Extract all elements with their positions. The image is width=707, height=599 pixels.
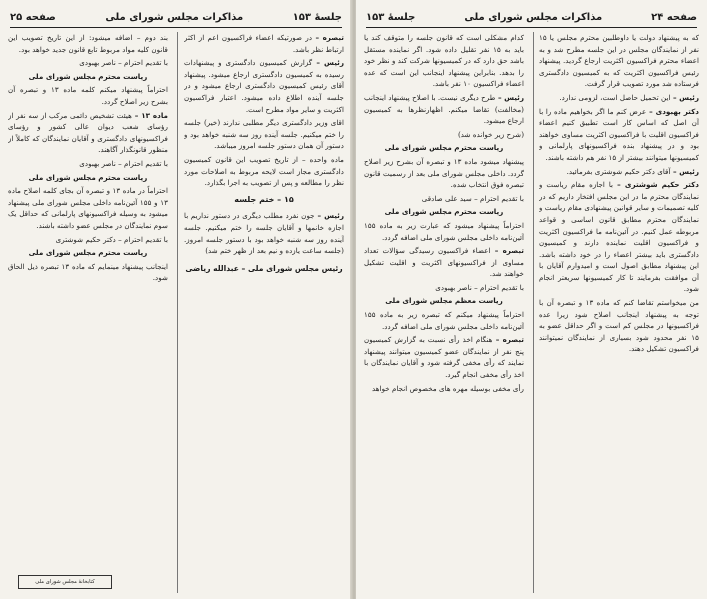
speaker-name: رئیس – (670, 92, 699, 102)
paragraph-text: با تقدیم احترام – دکتر حکیم شوشتری (55, 234, 168, 244)
paragraph (8, 110, 168, 156)
paragraph (8, 32, 168, 55)
paragraph-text: با تقدیم احترام – سید علی صادقی (421, 193, 524, 203)
paragraph (8, 185, 168, 231)
speaker-name: ماده ۱۳ – (131, 110, 168, 120)
paragraph (184, 57, 344, 115)
speaker-name: ریاست محترم مجلس شورای ملی (384, 207, 504, 217)
speaker-signature: رئیس مجلس شورای ملی – عبدالله ریاضی (185, 263, 343, 273)
right-page-left-column (364, 32, 524, 593)
paragraph (364, 32, 524, 90)
paragraph-text: احتراماً پیشنهاد میشود که عبارت زیر به ماده ۱۵۵ آئین‌نامه داخلی مجلس شورای ملی اضافه گردد. (364, 220, 524, 242)
right-session-label: جلسهٔ ۱۵۳ (366, 11, 416, 23)
right-page-right-column (539, 32, 699, 593)
speaker-name: رئیس – (312, 58, 344, 68)
paragraph (364, 282, 524, 294)
paragraph-text: رأی مخفی بوسیله مهره های مخصوص انجام خواهد (372, 383, 524, 393)
paragraph-text: با تقدیم احترام – ناصر بهبودی (435, 282, 524, 292)
paragraph (8, 247, 168, 259)
column-rule (533, 32, 534, 593)
paragraph (364, 334, 524, 380)
paragraph (184, 154, 344, 189)
paragraph (8, 261, 168, 284)
paragraph-text: با اجازه مقام ریاست و نمایندگان محترم ما در این مجلس افتخار داریم که در کلیه تصمیمات و سایر قوانین پیشنهادی مقام ریاست و نمایندگان محترم مطابق قانون اساسی و قواعد مربوطه عمل کنیم. در آئین‌نامه ما فراکسیون اکثریت و فراکسیون اقلیت نماینده دارند و کمیسیون دادگستری باید بیشتر اعضاء را در خود داشته باشد. این پیشنهاد مطابق اصول است و امیدوارم آقایان با آن موافقت بفرمایند تا کار کمیسیونها سریعتر انجام شود. (539, 180, 699, 294)
library-stamp: کتابخانهٔ مجلس شورای ملی (18, 575, 112, 589)
paragraph (364, 142, 524, 154)
paragraph (539, 92, 699, 104)
paragraph (184, 32, 344, 55)
paragraph-text: پیشنهاد میشود ماده ۱۳ و تبصره آن بشرح زیر اصلاح گردد. داخلی مجلس شورای ملی بعد از رسمیت قانون تبصره فوق انتخاب شده. (364, 156, 524, 190)
paragraph-text: هیئت تشخیص دائمی مرکب از سه نفر از رؤسای شعب دیوان عالی کشور و رؤسای فراکسیونهای دادگستری و آقایان نمایندگان که کاملاً از منظور قانونگذار آگاهند. (8, 110, 168, 155)
paragraph-text: با تقدیم احترام – ناصر بهبودی (79, 58, 168, 68)
speaker-name: ریاست محترم مجلس شورای ملی (384, 143, 504, 153)
column-rule (177, 32, 178, 593)
section-heading: ۱۵ – ختم جلسه (234, 194, 294, 204)
paragraph (539, 166, 699, 178)
paragraph (8, 71, 168, 83)
paragraph-text: این تحمیل حاصل است، لزومی ندارد. (559, 92, 671, 102)
paragraph-text: اعضاء فراکسیون رسیدگی سؤالات تعداد مساوی از فراکسیونهای اکثریت و اقلیت تشکیل خواهند شد. (364, 246, 524, 279)
paragraph-text: با تقدیم احترام – ناصر بهبودی (79, 158, 168, 168)
paragraph-text: آقای دکتر حکیم شوشتری بفرمائید. (566, 166, 671, 176)
left-page-header (10, 9, 342, 28)
paragraph (364, 309, 524, 332)
paragraph (364, 295, 524, 307)
paragraph (364, 206, 524, 218)
speaker-name: ریاست معظم مجلس شورای ملی (385, 296, 503, 306)
left-session-label: جلسهٔ ۱۵۳ (292, 11, 342, 23)
paragraph-text: در صورتیکه اعضاء فراکسیون اعم از اکثر ارتباط نظر باشد. (184, 33, 344, 54)
paragraph-text: گزارش کمیسیون دادگستری و پیشنهادات رسیده به کمیسیون دادگستری ارجاع میشود. پیشنهاد آقای رئیس کمیسیون دادگستری ارجاع میشود و در جلسه آینده اطلاع داده میشود. اعتبار فراکسیون اکثریت و سایر مواد مطرح است. (184, 58, 344, 114)
paragraph (364, 193, 524, 205)
paragraph (364, 220, 524, 243)
paragraph (364, 156, 524, 191)
paragraph (539, 297, 699, 355)
paragraph (539, 179, 699, 295)
paragraph (8, 57, 168, 69)
paragraph-text: احتراماً در ماده ۱۳ و تبصره آن بجای کلمه اصلاح ماده ۱۳ و ۱۵۵ آئین‌نامه داخلی مجلس شورای ملی پیشنهاد میشود به وسیله فراکسیونهای پارلمانی که حداقل یک سوم نمایندگان در مجلس عضو داشته باشند. (8, 186, 168, 230)
paragraph-text: اینجانب پیشنهاد مینمایم که ماده ۱۳ تبصره ذیل الحاق شود. (8, 261, 168, 283)
paragraph-text: جون نفرد مطلب دیگری در دستور نداریم با اجازه خانمها و آقایان جلسه را ختم میکنیم. جلسه آینده روز سه شنبه خواهد بود با دستور جلسه امروز. (جلسه ساعت یازده و نیم بعد از ظهر ختم شد) (184, 211, 344, 256)
left-page-columns (8, 32, 344, 593)
speaker-name: تبصره – (312, 33, 344, 42)
right-header-title: مذاکرات مجلس شورای ملی (464, 11, 603, 23)
right-page-columns (364, 32, 699, 593)
paragraph-text: اقای وزیر دادگستری دیگر مطلبی ندارند (خیر) جلسه را ختم میکنیم. جلسه آینده روز سه شنبه خواهد بود و دستور آن همان دستور جلسه امروز میباشد. (184, 118, 344, 151)
paragraph (8, 84, 168, 107)
paragraph-text: (شرح زیر خوانده شد) (457, 129, 524, 139)
paragraph-text: بند دوم – اضافه میشود: از این تاریخ تصویب این قانون کلیه مواد مربوط تابع قانون جدید خواهد بود. (8, 33, 168, 54)
right-page-header (366, 9, 697, 28)
paragraph-text: طرح دیگری نیست. با اصلاح پیشنهاد اینجانب (مخالفت) تقاضا میکنم. اظهارنظرها به کمیسیون ارجاع میشود. (364, 92, 524, 126)
speaker-name: رئیس – (670, 166, 699, 176)
paragraph-text: ماده واحده – از تاریخ تصویب این قانون کمیسیون دادگستری مجاز است لایحه مربوط به اصلاحات مورد نظر را مطالعه و پس از تصویب به اجرا بگذارد. (184, 154, 344, 188)
speaker-name: تبصره – (490, 246, 524, 256)
speaker-name: تبصره – (492, 335, 524, 345)
paragraph-text: احتراماً پیشنهاد میکنم کلمه ماده ۱۳ و تبصره آن بشرح زیر اصلاح گردد. (8, 85, 168, 106)
paragraph (8, 172, 168, 184)
speaker-name: دکتر حکیم شوشتری – (613, 180, 699, 190)
speaker-name: ریاست محترم مجلس شورای ملی (28, 248, 148, 258)
paragraph (364, 92, 524, 127)
paragraph (364, 383, 524, 395)
paragraph (184, 117, 344, 152)
speaker-name: رئیس – (314, 211, 344, 221)
paragraph-text: احتراماً پیشنهاد میکنم که تبصره زیر به ماده ۱۵۵ آئین‌نامه داخلی مجلس شورای ملی اضافه گردد. (364, 310, 524, 331)
paragraph (539, 32, 699, 90)
right-page-number: صفحه ۲۴ (651, 11, 697, 23)
paragraph (184, 210, 344, 256)
paragraph (364, 129, 524, 141)
paragraph-text: کدام مشکلی است که قانون جلسه را متوقف کند یا باید به ۱۵ نفر تقلیل داده شود. اگر نماینده مستقل باشد حق دارد که در کمیسیونها شرکت کند و نظر خود را بدهد. بنابراین پیشنهاد اینجانب این است که عده اعضاء فراکسیون ۱۰ نفر باشد. (364, 33, 524, 89)
speaker-name: دکتر بهبودی – (646, 106, 699, 116)
right-page (356, 0, 707, 599)
left-page-right-column (184, 32, 344, 593)
paragraph (539, 106, 699, 164)
paragraph-text: من میخواستم تقاضا کنم که ماده ۱۳ و تبصره آن با توجه به پیشنهاد اینجانب اصلاح شود زیرا عده فراکسیونها در مجلس کم است و اگر حداقل عضو به ۱۵ نفر محدود شود بسیاری از نمایندگان نمیتوانند فراکسیون تشکیل دهند. (539, 298, 699, 354)
speaker-name: ریاست محترم مجلس شورای ملی (28, 71, 148, 81)
speaker-name: ریاست محترم مجلس شورای ملی (28, 172, 148, 182)
left-page-number: صفحه ۲۵ (10, 11, 56, 23)
paragraph (8, 158, 168, 170)
paragraph-text: که به پیشنهاد دولت یا داوطلبین محترم مجلس یا ۱۵ نفر از نمایندگان مجلس در این جلسه مطرح شد و به اعضاء محترم فراکسیون اکثریت ارجاع گردید. پیشنهاد رئیس فراکسیون اکثریت که به کمیسیون دادگستری فرستاده شد مورد تصویب قرار گرفت. (539, 33, 699, 89)
paragraph-text: عرض کنم ما اگر بخواهیم ماده را با آن اصل که اساس کار است تطبیق کنیم اعضاء فراکسیون اقلیت با فراکسیون اکثریت مساوی خواهند بود و در پیشنهاد بنده فراکسیونهای پارلمانی و کمیسیونها میتوانند بیشتر از ۱۵ نفر هم داشته باشند. (539, 106, 699, 162)
left-header-title: مذاکرات مجلس شورای ملی (105, 11, 244, 23)
paragraph-text: هنگام اخذ رأی نسبت به گزارش کمیسیون پنج نفر از نمایندگان عضو کمیسیون میتوانند پیشنهاد نمایند که رأی مخفی گرفته شود و آقایان نمایندگان با اخذ رأی مخفی انجام گیرد. (364, 335, 524, 380)
paragraph (364, 245, 524, 280)
paragraph (8, 234, 168, 246)
left-page-left-column (8, 32, 168, 593)
speaker-name: رئیس – (495, 92, 524, 102)
left-page (0, 0, 352, 599)
